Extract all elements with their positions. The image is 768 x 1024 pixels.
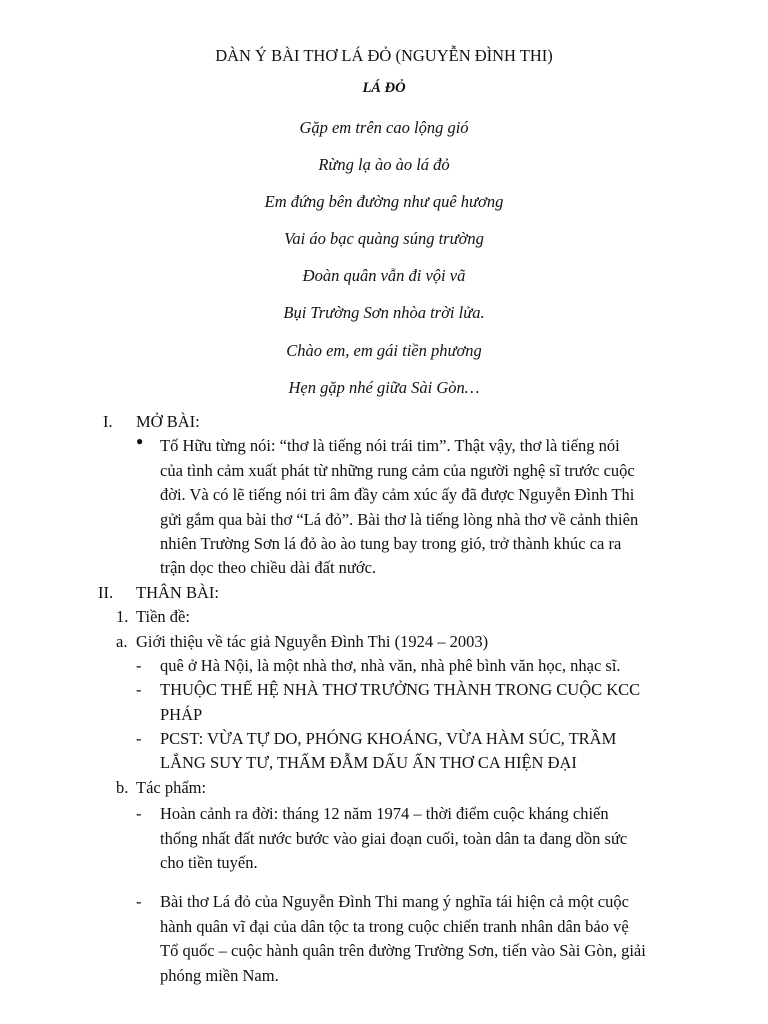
item-marker: b. [116, 777, 129, 797]
poem-line: Chào em, em gái tiền phương [286, 340, 482, 360]
intro-paragraph [0, 434, 768, 580]
author-detail [0, 678, 768, 727]
poem-line: Đoàn quân vẫn đi vội vã [302, 266, 466, 286]
paragraph-line: Tố Hữu từng nói: “thơ là tiếng nói trái tim”. Thật vậy, thơ là tiếng nói [160, 436, 620, 456]
detail-text: phóng miền Nam. [160, 965, 279, 985]
author-detail [0, 654, 768, 678]
dash-marker: - [136, 729, 142, 749]
poem [0, 115, 768, 412]
subsection-premise [0, 605, 768, 629]
paragraph-line: của tình cảm xuất phát từ những rung cảm của người nghệ sĩ trước cuộc [160, 460, 635, 480]
bullet-icon: ● [136, 434, 144, 449]
detail-text: hành quân vĩ đại của dân tộc ta trong cuộc chiến tranh nhân dân bảo vệ [160, 916, 629, 936]
detail-text: Bài thơ Lá đỏ của Nguyễn Đình Thi mang ý nghĩa tái hiện cả một cuộc [160, 892, 629, 912]
paragraph-line: trận dọc theo chiều dài đất nước. [160, 558, 377, 578]
document-title: DÀN Ý BÀI THƠ LÁ ĐỎ (NGUYỄN ĐÌNH THI) [215, 46, 553, 65]
paragraph-line: nhiên Trường Sơn lá đỏ ào ào tung bay trong gió, trở thành khúc ca ra [160, 533, 622, 553]
item-heading: Tác phẩm: [136, 777, 207, 797]
section-marker: II. [98, 582, 114, 602]
dash-marker: - [136, 804, 142, 824]
detail-text: PCST: VỪA TỰ DO, PHÓNG KHOÁNG, VỪA HÀM SÚC, TRẦM [160, 729, 617, 749]
paragraph-line: đời. Và có lẽ tiếng nói tri âm đầy cảm xúc ấy đã được Nguyễn Đình Thi [160, 485, 635, 505]
work-detail [0, 890, 768, 988]
detail-text: quê ở Hà Nội, là một nhà thơ, nhà văn, nhà phê bình văn học, nhạc sĩ. [160, 655, 621, 675]
poem-line: Hẹn gặp nhé giữa Sài Gòn… [288, 377, 480, 397]
item-marker: a. [116, 631, 128, 651]
dash-marker: - [136, 892, 142, 912]
poem-title: LÁ ĐỎ [362, 80, 406, 96]
detail-text: Hoàn cảnh ra đời: tháng 12 năm 1974 – thời điểm cuộc kháng chiến [160, 804, 609, 824]
section-heading: THÂN BÀI: [136, 582, 219, 602]
section-heading-intro [0, 410, 768, 434]
detail-text: Tổ quốc – cuộc hành quân trên đường Trường Sơn, tiến vào Sài Gòn, giải [160, 941, 646, 961]
item-b-work [0, 776, 768, 800]
paragraph-line: gửi gắm qua bài thơ “Lá đỏ”. Bài thơ là tiếng lòng nhà thơ về cảnh thiên [160, 509, 639, 529]
outline-body [0, 410, 768, 988]
section-heading-body [0, 581, 768, 605]
detail-text: PHÁP [160, 704, 203, 724]
dash-marker: - [136, 655, 142, 675]
detail-text: THUỘC THẾ HỆ NHÀ THƠ TRƯỞNG THÀNH TRONG CUỘC KCC [160, 680, 641, 700]
poem-line: Rừng lạ ào ào lá đỏ [318, 155, 450, 175]
poem-line: Bụi Trường Sơn nhòa trời lửa. [283, 303, 485, 323]
author-detail [0, 727, 768, 776]
detail-text: thống nhất đất nước bước vào giai đoạn cuối, toàn dân ta đang dồn sức [160, 828, 628, 848]
item-heading: Giới thiệu về tác giả Nguyễn Đình Thi (1924 – 2003) [136, 631, 489, 651]
detail-text: LẮNG SUY TƯ, THẤM ĐẪM DẤU ẤN THƠ CA HIỆN ĐẠI [160, 753, 577, 773]
section-marker: I. [103, 412, 113, 431]
poem-line: Em đứng bên đường như quê hương [264, 192, 504, 212]
subsection-marker: 1. [116, 607, 129, 627]
poem-line: Vai áo bạc quàng súng trường [284, 229, 484, 249]
item-a-author [0, 630, 768, 654]
detail-text: cho tiền tuyến. [160, 853, 258, 873]
work-detail [0, 802, 768, 875]
section-heading: MỞ BÀI: [136, 412, 200, 431]
subsection-heading: Tiền đề: [136, 607, 190, 627]
dash-marker: - [136, 680, 142, 700]
poem-line: Gặp em trên cao lộng gió [299, 118, 469, 137]
